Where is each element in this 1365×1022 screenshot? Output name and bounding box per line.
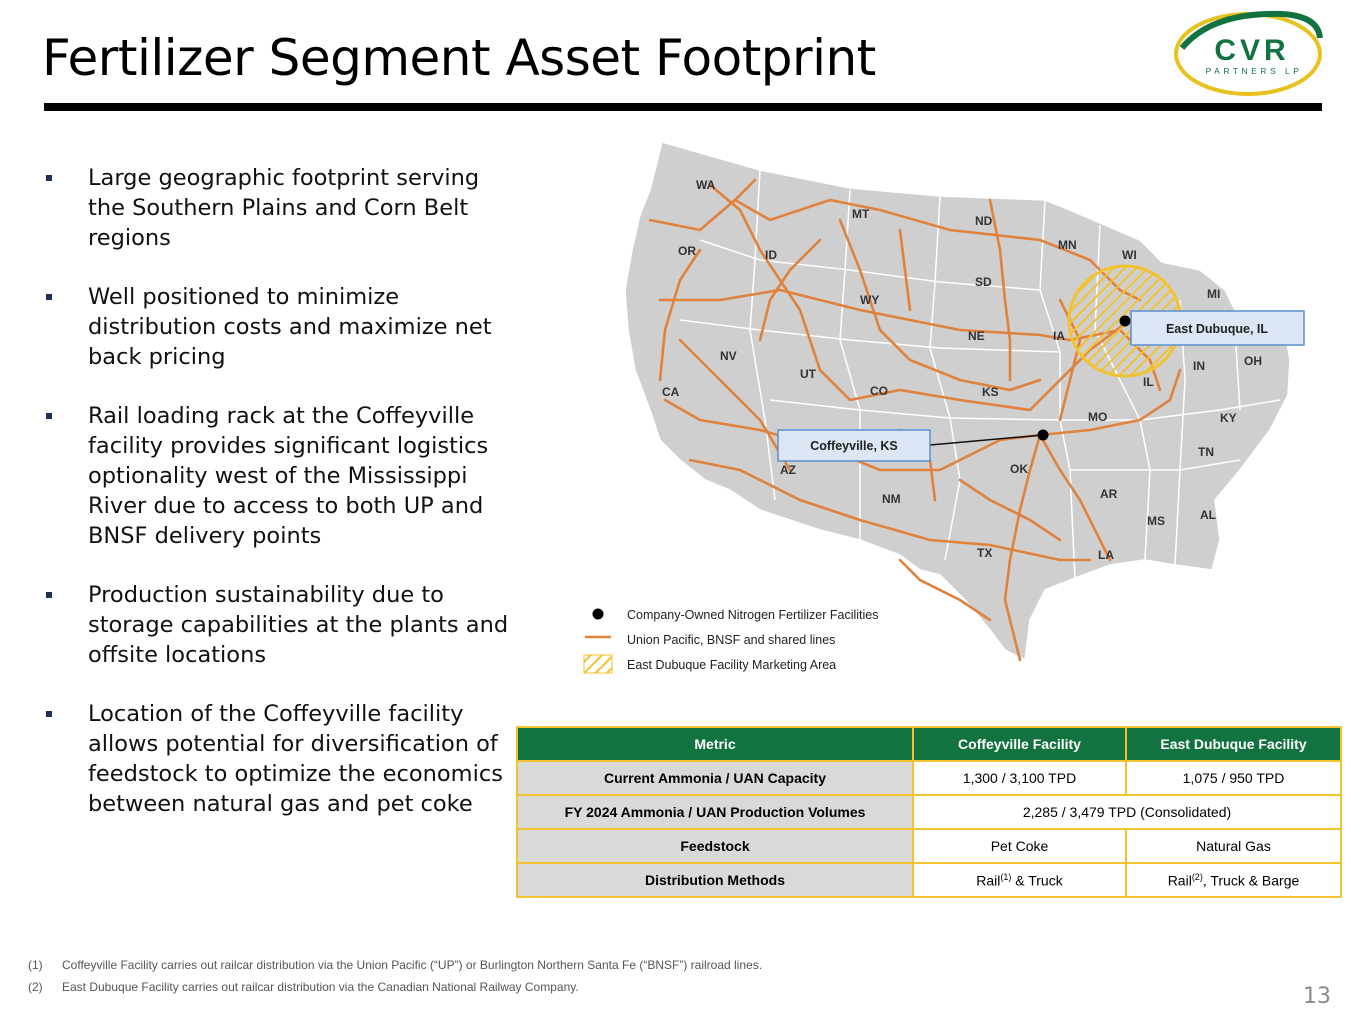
legend-marketing-label: East Dubuque Facility Marketing Area [627,658,837,672]
cvr-partners-logo [1172,8,1324,98]
column-header: Metric [517,727,913,761]
slide-title: Fertilizer Segment Asset Footprint [42,29,876,87]
state-label: KY [1220,411,1237,425]
bullet-text: Large geographic footprint serving the Southern Plains and Corn Belt regions [88,165,480,251]
logo-subtitle: PARTNERS LP [1205,66,1303,76]
metric-cell: FY 2024 Ammonia / UAN Production Volumes [517,795,913,829]
bullet-text: Location of the Coffeyville facility allows potential for diversification of feedstock to optimize the economics between natural gas and pet coke [88,701,503,817]
column-header: East Dubuque Facility [1126,727,1341,761]
state-label: MO [1088,410,1108,424]
state-label: NV [720,349,737,363]
table-row [517,761,1341,795]
state-label: ND [975,214,993,228]
coffeyville-cell: 1,300 / 3,100 TPD [913,761,1126,795]
east-dubuque-cell: 1,075 / 950 TPD [1126,761,1341,795]
state-label: IA [1053,329,1065,343]
state-label: AL [1200,508,1216,522]
state-label: TX [977,546,993,560]
table-row [517,829,1341,863]
square-bullet-icon [46,592,52,598]
bullet-text: Well positioned to minimize distribution costs and maximize net back pricing [88,284,492,370]
state-label: KS [982,385,999,399]
bullet-text: Rail loading rack at the Coffeyville facility provides significant logistics optionality west of the Mississippi River due to access to both UP and BNSF delivery points [88,403,489,549]
state-label: OK [1010,462,1028,476]
east-dubuque-cell: Natural Gas [1126,829,1341,863]
square-bullet-icon [46,175,52,181]
state-label: UT [800,367,816,381]
consolidated-cell: 2,285 / 3,479 TPD (Consolidated) [913,795,1341,829]
legend-rail-label: Union Pacific, BNSF and shared lines [627,633,836,647]
bullet-list [44,163,518,848]
metric-cell: Distribution Methods [517,863,913,897]
east-dubuque-label: East Dubuque, IL [1165,322,1269,336]
state-label: AR [1100,487,1118,501]
table-header-row [517,727,1341,761]
table-row [517,795,1341,829]
us-rail-map [580,130,1320,690]
footnote-ref: (1) [1000,871,1012,882]
footnote [28,958,762,980]
hatch-area-icon [584,655,612,673]
state-label: SD [975,275,992,289]
state-label: NM [882,492,901,506]
coffeyville-facility-dot-icon [1038,430,1049,441]
state-label: MS [1147,514,1165,528]
state-label: MN [1058,238,1077,252]
state-label: ID [765,248,777,262]
state-label: TN [1198,445,1214,459]
state-label: LA [1098,548,1114,562]
state-label: IL [1143,375,1154,389]
footnote-number: (2) [28,980,43,994]
list-item [44,580,518,670]
footnote-ref: (2) [1191,871,1203,882]
footnote-number: (1) [28,958,43,972]
page-number: 13 [1303,984,1331,1009]
coffeyville-cell: Pet Coke [913,829,1126,863]
title-divider [44,103,1322,111]
state-label: AZ [780,463,796,477]
state-label: WY [860,293,880,307]
state-label: WI [1122,248,1137,262]
state-label: NE [968,329,985,343]
state-label: WA [696,178,716,192]
coffeyville-cell: Rail$^{(1)}$ & Truck [913,863,1126,897]
metric-cell: Feedstock [517,829,913,863]
square-bullet-icon [46,294,52,300]
coffeyville-label: Coffeyville, KS [810,439,898,453]
state-label: MT [852,207,870,221]
state-label: CO [870,384,888,398]
map-legend [584,608,878,673]
state-label: CA [662,385,680,399]
column-header: Coffeyville Facility [913,727,1126,761]
list-item [44,699,518,819]
logo-wordmark: CVR [1214,34,1290,67]
us-landmass [625,142,1290,660]
state-label: MI [1207,287,1221,301]
facility-metrics-table [516,726,1342,898]
metric-cell: Current Ammonia / UAN Capacity [517,761,913,795]
state-label: OH [1244,354,1262,368]
east-dubuque-cell: Rail$^{(2)}$, Truck & Barge [1126,863,1341,897]
list-item [44,401,518,551]
footnotes [28,958,762,1002]
square-bullet-icon [46,711,52,717]
footnote-text: East Dubuque Facility carries out railcar distribution via the Canadian National Railway Company. [62,980,579,994]
footnote-text: Coffeyville Facility carries out railcar distribution via the Union Pacific (“UP”) or Burlington Northern Santa Fe (“BNSF”) railroad lines. [62,958,763,972]
east-dubuque-facility-dot-icon [1120,316,1131,327]
state-label: OR [678,244,696,258]
list-item [44,163,518,253]
state-label: IN [1193,359,1205,373]
table-row [517,863,1341,897]
legend-facilities-label: Company-Owned Nitrogen Fertilizer Facilities [627,608,879,622]
footnote [28,980,762,1002]
dot-icon [593,609,604,620]
bullet-text: Production sustainability due to storage capabilities at the plants and offsite locations [88,582,509,668]
list-item [44,282,518,372]
square-bullet-icon [46,413,52,419]
